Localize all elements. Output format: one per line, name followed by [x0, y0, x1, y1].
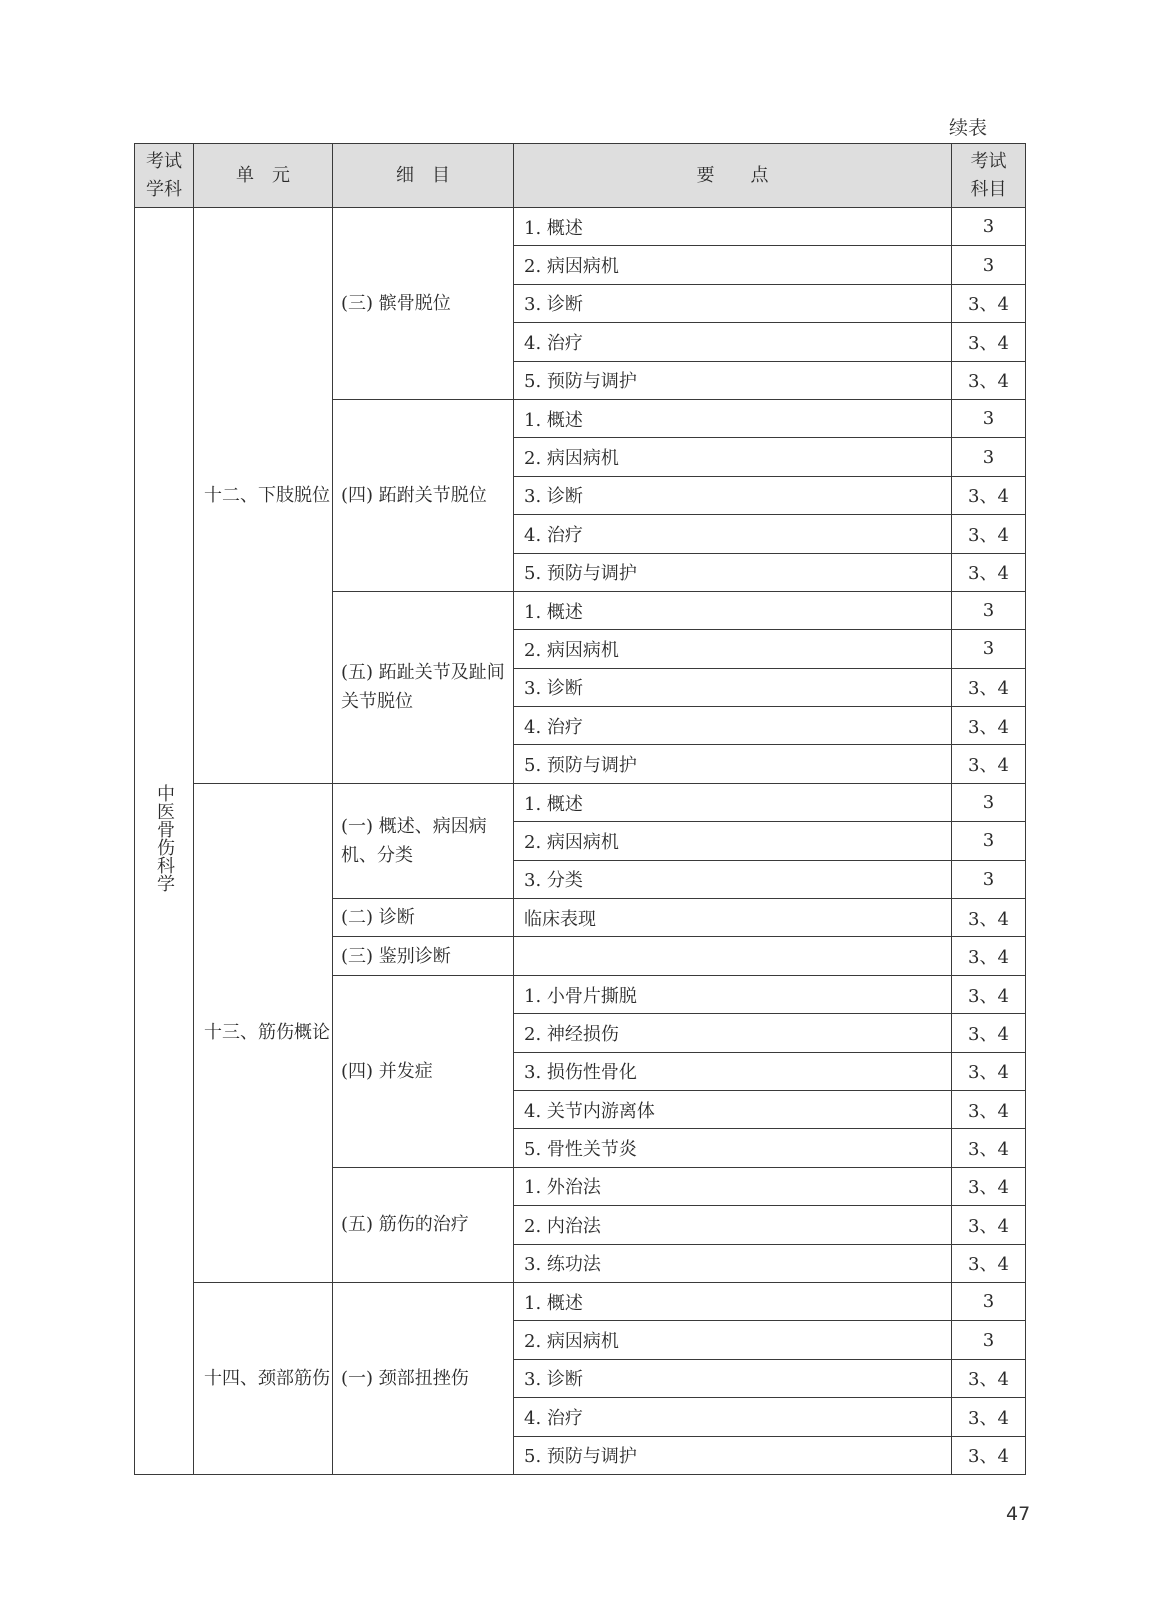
exam-code-cell: 3、4 — [952, 1398, 1026, 1436]
exam-code-cell: 3、4 — [952, 1129, 1026, 1167]
point-cell: 2. 病因病机 — [514, 822, 952, 860]
detail-cell: (三) 髌骨脱位 — [333, 208, 514, 400]
exam-code-cell: 3、4 — [952, 707, 1026, 745]
exam-code-cell: 3 — [952, 438, 1026, 476]
point-cell: 3. 诊断 — [514, 1359, 952, 1397]
exam-code-cell: 3、4 — [952, 1090, 1026, 1128]
unit-cell: 十四、颈部筋伤 — [194, 1282, 333, 1474]
point-cell: 临床表现 — [514, 899, 952, 937]
point-cell: 4. 治疗 — [514, 515, 952, 553]
header-point: 要 点 — [514, 144, 952, 208]
point-cell: 3. 诊断 — [514, 476, 952, 514]
exam-code-cell: 3 — [952, 783, 1026, 821]
exam-code-cell: 3、4 — [952, 1052, 1026, 1090]
point-cell: 3. 诊断 — [514, 284, 952, 322]
header-code — [952, 144, 1026, 208]
table-row — [135, 783, 1026, 821]
unit-cell: 十二、下肢脱位 — [194, 208, 333, 784]
exam-code-cell: 3、4 — [952, 668, 1026, 706]
page-number: 47 — [1006, 1503, 1031, 1525]
detail-cell: (三) 鉴别诊断 — [333, 937, 514, 975]
exam-code-cell: 3 — [952, 591, 1026, 629]
exam-code-cell: 3 — [952, 399, 1026, 437]
exam-code-cell: 3 — [952, 630, 1026, 668]
exam-code-cell: 3 — [952, 246, 1026, 284]
subject-cell — [135, 208, 194, 1475]
exam-code-cell: 3、4 — [952, 1206, 1026, 1244]
exam-code-cell: 3、4 — [952, 1167, 1026, 1205]
header-subject-text: 考试 学科 — [146, 150, 182, 200]
point-cell: 4. 治疗 — [514, 1398, 952, 1436]
exam-code-cell: 3、4 — [952, 553, 1026, 591]
table-body — [135, 208, 1026, 1475]
point-cell: 1. 概述 — [514, 208, 952, 246]
point-cell: 5. 预防与调护 — [514, 361, 952, 399]
exam-code-cell: 3、4 — [952, 361, 1026, 399]
exam-code-cell: 3、4 — [952, 515, 1026, 553]
table-row — [135, 208, 1026, 246]
subject-label: 中医骨伤科学 — [154, 784, 175, 893]
point-cell: 2. 病因病机 — [514, 246, 952, 284]
detail-cell: (五) 跖趾关节及趾间关节脱位 — [333, 591, 514, 783]
point-cell: 1. 小骨片撕脱 — [514, 975, 952, 1013]
detail-cell: (一) 概述、病因病机、分类 — [333, 783, 514, 898]
header-detail: 细 目 — [333, 144, 514, 208]
exam-code-cell: 3、4 — [952, 1244, 1026, 1282]
point-cell: 4. 治疗 — [514, 707, 952, 745]
point-cell: 3. 诊断 — [514, 668, 952, 706]
point-cell: 4. 治疗 — [514, 323, 952, 361]
exam-code-cell: 3、4 — [952, 323, 1026, 361]
exam-code-cell: 3、4 — [952, 899, 1026, 937]
point-cell: 5. 预防与调护 — [514, 745, 952, 783]
point-cell: 2. 神经损伤 — [514, 1014, 952, 1052]
point-cell: 2. 病因病机 — [514, 1321, 952, 1359]
exam-code-cell: 3、4 — [952, 1436, 1026, 1474]
exam-code-cell: 3、4 — [952, 284, 1026, 322]
exam-code-cell: 3、4 — [952, 1014, 1026, 1052]
point-cell: 5. 预防与调护 — [514, 553, 952, 591]
exam-code-cell: 3 — [952, 822, 1026, 860]
point-cell: 2. 病因病机 — [514, 438, 952, 476]
exam-code-cell: 3 — [952, 860, 1026, 898]
exam-code-cell: 3、4 — [952, 975, 1026, 1013]
point-cell: 3. 损伤性骨化 — [514, 1052, 952, 1090]
exam-code-cell: 3 — [952, 1321, 1026, 1359]
exam-outline-table — [134, 143, 1026, 1475]
point-cell: 1. 概述 — [514, 591, 952, 629]
point-cell: 2. 内治法 — [514, 1206, 952, 1244]
exam-code-cell: 3、4 — [952, 1359, 1026, 1397]
point-cell: 1. 概述 — [514, 399, 952, 437]
point-cell: 3. 练功法 — [514, 1244, 952, 1282]
exam-code-cell: 3、4 — [952, 745, 1026, 783]
exam-code-cell: 3 — [952, 208, 1026, 246]
detail-cell: (一) 颈部扭挫伤 — [333, 1282, 514, 1474]
point-cell: 4. 关节内游离体 — [514, 1090, 952, 1128]
point-cell: 3. 分类 — [514, 860, 952, 898]
table-header — [135, 144, 1026, 208]
detail-cell: (二) 诊断 — [333, 899, 514, 937]
exam-code-cell: 3、4 — [952, 937, 1026, 975]
continued-label: 续表 — [948, 117, 987, 139]
point-cell: 2. 病因病机 — [514, 630, 952, 668]
detail-cell: (四) 跖跗关节脱位 — [333, 399, 514, 591]
exam-code-cell: 3、4 — [952, 476, 1026, 514]
table-row — [135, 1282, 1026, 1320]
point-cell: 5. 预防与调护 — [514, 1436, 952, 1474]
header-unit: 单 元 — [194, 144, 333, 208]
point-cell — [514, 937, 952, 975]
header-code-text: 考试 科目 — [970, 150, 1007, 200]
point-cell: 1. 外治法 — [514, 1167, 952, 1205]
unit-cell: 十三、筋伤概论 — [194, 783, 333, 1282]
point-cell: 5. 骨性关节炎 — [514, 1129, 952, 1167]
header-subject — [135, 144, 194, 208]
exam-code-cell: 3 — [952, 1282, 1026, 1320]
detail-cell: (四) 并发症 — [333, 975, 514, 1167]
detail-cell: (五) 筋伤的治疗 — [333, 1167, 514, 1282]
point-cell: 1. 概述 — [514, 783, 952, 821]
point-cell: 1. 概述 — [514, 1282, 952, 1320]
